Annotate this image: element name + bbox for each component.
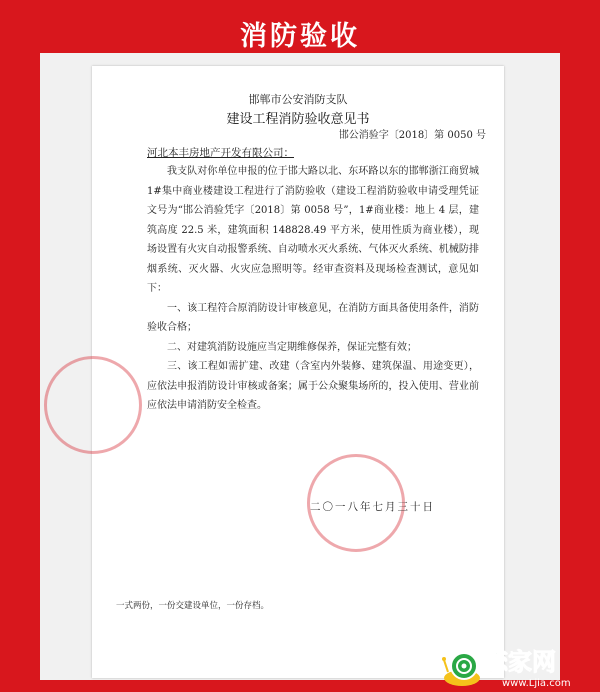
snail-mascot-icon [442, 653, 480, 686]
body-paragraph: 三、该工程如需扩建、改建（含室内外装修、建筑保温、用途变更），应依法申报消防设计审核或备案；属于公众聚集场所的，投入使用、营业前应依法申请消防安全检查。 [147, 361, 479, 411]
official-seal-icon [44, 356, 142, 454]
document-title: 建设工程消防验收意见书 [226, 112, 370, 127]
document-number: 邯公消验字〔2018〕第 0050 号 [338, 130, 486, 141]
distribution-note: 一式两份，一份交建设单位，一份存档。 [116, 601, 270, 611]
body-paragraph: 二、对建筑消防设施应当定期维修保养，保证完整有效； [167, 341, 417, 353]
issuing-agency: 邯郸市公安消防支队 [248, 93, 348, 106]
document-page [92, 66, 504, 678]
page-title: 消防验收 [240, 21, 360, 52]
site-logo-icon [440, 636, 600, 692]
site-logo-brand: 恋家网 [484, 648, 556, 676]
body-paragraph: 一、该工程符合原消防设计审核意见，在消防方面具备使用条件，消防验收合格； [147, 302, 479, 333]
site-logo-url: www.Ljia.com [502, 678, 571, 689]
issue-date: 二〇一八年七月三十日 [310, 501, 435, 513]
body-paragraph: 我支队对你单位申报的位于邯大路以北、东环路以东的邯郸浙江商贸城 1#集中商业楼建设工程进行了消防验收（建设工程消防验收申请受理凭证文号为“邯公消验凭字〔2018〕第 0058 号”，1#商业楼：地上 4 层，建筑高度 22.5 米，建筑面积 148828.49 平方米，使用性质为商业楼），现场设置有火灾自动报警系统、自动喷水灭火系统、气体灭火系统、机械防排烟系统、灭火器、火灾应急照明等。经审查资料及现场检查测试，意见如下： [147, 166, 479, 294]
letter-body [147, 162, 479, 416]
addressee: 河北本丰房地产开发有限公司： [147, 147, 294, 159]
